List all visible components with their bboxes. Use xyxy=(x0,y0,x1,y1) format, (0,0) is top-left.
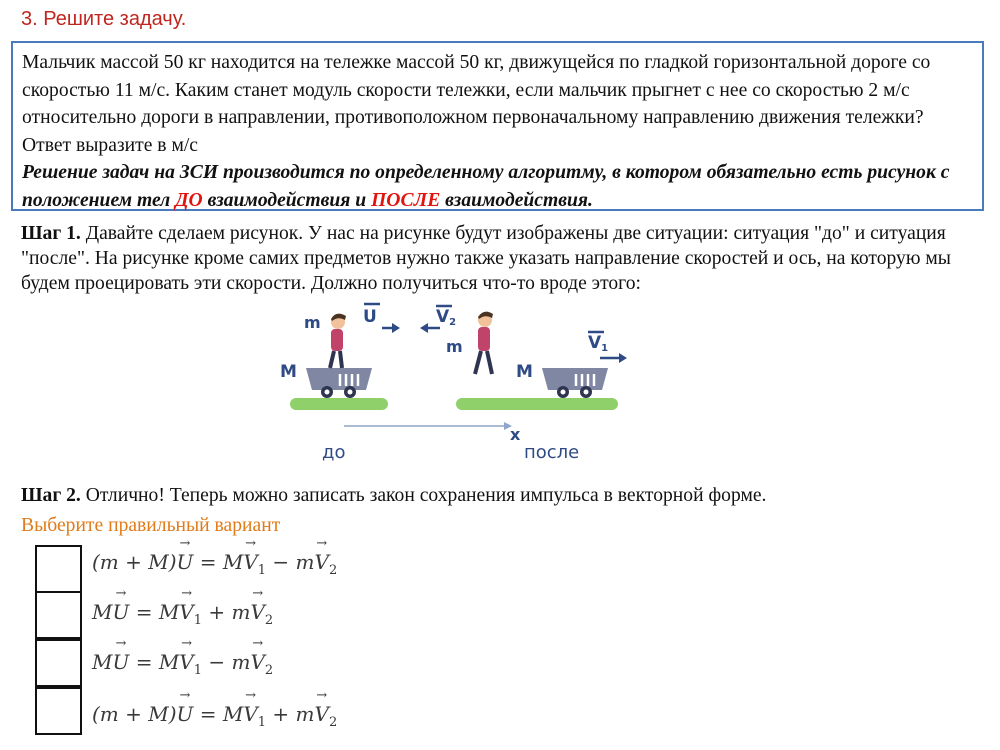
label-U: U xyxy=(363,307,377,327)
option-4-equation: $(m + M)\to U = M\to V_1 + m\to V_2$ xyxy=(92,702,337,730)
axis-label-x: x xyxy=(510,425,521,444)
problem-text: Мальчик массой 50 кг находится на тележке массой 50 кг, движущейся по гладкой горизонтальной дороге со скоростью 11 м/с. Каким станет модуль скорости тележки, если мальчик прыгнет с нее со скоростью 2 м/с относительно дороги в направлении, противоположном первоначальному направлению движения тележки? Ответ выразите в м/с xyxy=(22,52,931,156)
collision-figure xyxy=(270,290,640,470)
boy-before xyxy=(330,314,346,368)
option-4-checkbox[interactable] xyxy=(35,687,82,735)
hint-text-3: взаимодействия. xyxy=(440,189,593,211)
hint-text-2: взаимодействия и xyxy=(202,189,372,211)
caption-before: до xyxy=(322,442,346,463)
scene-before xyxy=(280,304,400,410)
option-2-equation: $M\to U = M\to V_1 + m\to V_2$ xyxy=(92,600,273,628)
label-m-after: m xyxy=(446,337,463,356)
step2-body: Отлично! Теперь можно записать закон сохранения импульса в векторной форме. xyxy=(80,485,767,506)
boy-after xyxy=(475,312,493,374)
ground-after xyxy=(456,398,618,410)
hint-after: ПОСЛЕ xyxy=(371,189,441,211)
option-1-checkbox[interactable] xyxy=(35,545,82,593)
problem-hint xyxy=(22,159,972,214)
step1-body: Давайте сделаем рисунок. У нас на рисунке будут изображены две ситуации: ситуация "до" и ситуация "после". На рисунке кроме самих предметов нужно также указать направление скоростей и ось, на которую мы будем проецировать эти скорости. Должно получиться что-то вроде этого: xyxy=(21,223,951,294)
label-V2: V2 xyxy=(436,307,457,328)
label-V1: V1 xyxy=(588,333,609,354)
hint-text-1: Решение задач на ЗСИ производится по определенному алгоритму, в котором обязательно есть рисунок с положением тел xyxy=(22,162,950,211)
option-3-equation: $M\to U = M\to V_1 - m\to V_2$ xyxy=(92,650,273,678)
step2-label: Шаг 2. xyxy=(21,485,81,506)
label-M-before: M xyxy=(280,362,297,382)
option-3-checkbox[interactable] xyxy=(35,639,82,687)
choose-prompt: Выберите правильный вариант xyxy=(21,515,281,536)
caption-after: после xyxy=(524,442,580,463)
label-M-after: M xyxy=(516,362,533,382)
step1-text xyxy=(21,221,981,296)
label-m-before: m xyxy=(304,313,321,332)
hint-before: ДО xyxy=(175,189,203,211)
option-1-equation: $(m + M)\to U = M\to V_1 - m\to V_2$ xyxy=(92,550,337,578)
problem-box xyxy=(11,41,984,211)
option-2-checkbox[interactable] xyxy=(35,591,82,639)
step1-label: Шаг 1. xyxy=(21,223,81,244)
step2-text xyxy=(21,485,766,507)
task-heading: 3. Решите задачу. xyxy=(21,8,187,30)
scene-after xyxy=(420,306,627,410)
ground-before xyxy=(290,398,388,410)
